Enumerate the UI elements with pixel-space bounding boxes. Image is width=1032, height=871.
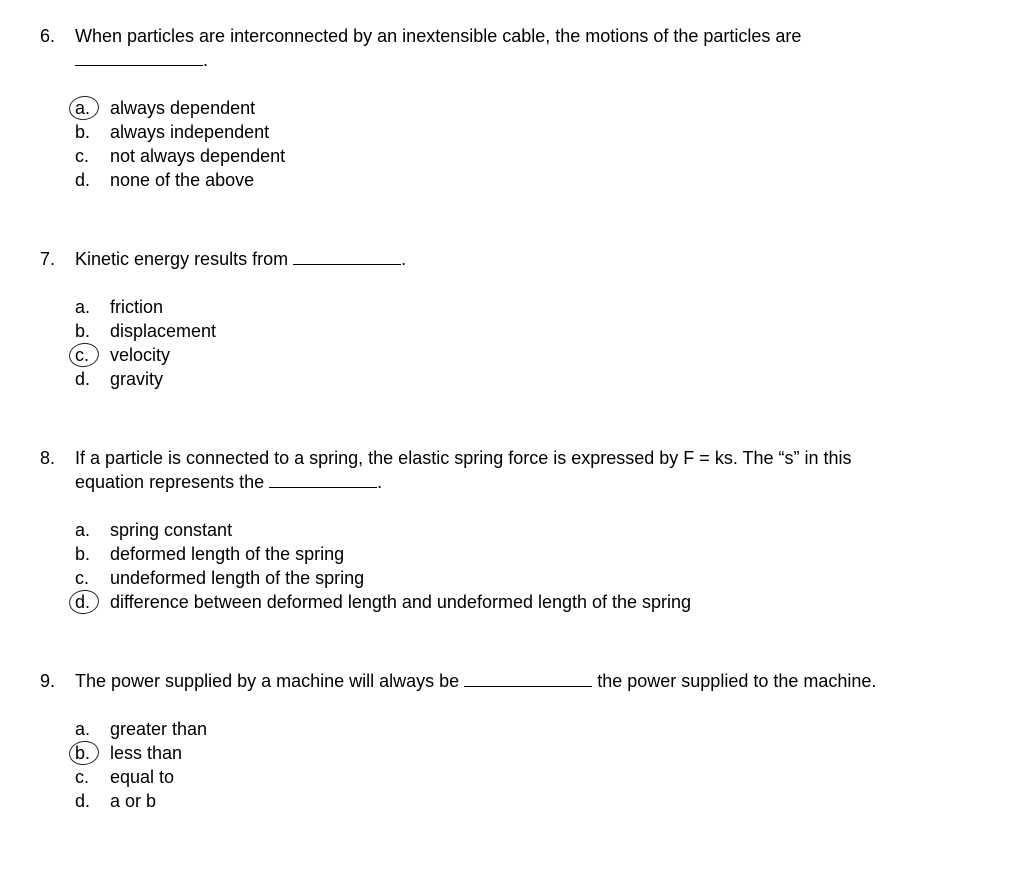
option-text: deformed length of the spring: [110, 544, 345, 564]
option-8b: [0, 542, 800, 566]
question-text-line2: .: [75, 48, 935, 72]
option-letter: c.: [75, 146, 90, 166]
option-text: friction: [110, 297, 164, 317]
option-letter: c.: [75, 767, 90, 787]
option-6d: [0, 168, 800, 192]
option-8d: [0, 590, 800, 614]
option-7b: [0, 319, 800, 343]
option-text: always dependent: [110, 98, 256, 118]
option-text: velocity: [110, 345, 171, 365]
option-9c: [0, 765, 800, 789]
question-number: 7.: [40, 249, 56, 269]
option-letter: b.: [75, 321, 91, 341]
answer-blank: [269, 471, 377, 488]
option-text: displacement: [110, 321, 217, 341]
answer-blank: [464, 670, 592, 687]
option-letter: b.: [75, 741, 101, 765]
answer-blank: [293, 248, 401, 265]
option-9d: [0, 789, 800, 813]
question-text: The power supplied by a machine will always be the power supplied to the machine.: [75, 671, 877, 691]
option-text: difference between deformed length and undeformed length of the spring: [110, 592, 692, 612]
option-7d: [0, 367, 800, 391]
option-letter: d.: [75, 369, 91, 389]
option-8a: [0, 518, 800, 542]
question-number: 6.: [40, 26, 56, 46]
option-text: equal to: [110, 767, 175, 787]
option-text: greater than: [110, 719, 208, 739]
circled-answer-mark: [67, 739, 100, 767]
option-text: less than: [110, 743, 183, 763]
option-letter: a.: [75, 297, 91, 317]
option-letter: d.: [75, 791, 91, 811]
option-text: spring constant: [110, 520, 233, 540]
question-text-line2: equation represents the .: [75, 472, 383, 492]
answer-blank: [75, 49, 203, 66]
option-text: always independent: [110, 122, 270, 142]
option-letter: c.: [75, 568, 90, 588]
question-text: If a particle is connected to a spring, the elastic spring force is expressed by F = ks. The “s” in this: [75, 448, 852, 468]
option-9a: [0, 717, 800, 741]
option-text: undeformed length of the spring: [110, 568, 365, 588]
option-letter: d.: [75, 590, 101, 614]
circled-answer-mark: [67, 341, 100, 369]
option-9b: [0, 741, 800, 765]
option-letter: c.: [75, 343, 101, 367]
option-7c: [0, 343, 800, 367]
option-7a: [0, 295, 800, 319]
circled-answer-mark: [67, 94, 100, 122]
option-letter: b.: [75, 122, 91, 142]
option-6a: [0, 96, 800, 120]
option-letter: d.: [75, 170, 91, 190]
option-6c: [0, 144, 800, 168]
option-6b: [0, 120, 800, 144]
question-text: When particles are interconnected by an inextensible cable, the motions of the particles are: [75, 26, 802, 46]
question-number: 9.: [40, 671, 56, 691]
option-letter: a.: [75, 96, 101, 120]
question-text: Kinetic energy results from .: [75, 249, 407, 269]
option-text: none of the above: [110, 170, 255, 190]
option-text: not always dependent: [110, 146, 286, 166]
option-8c: [0, 566, 800, 590]
question-number: 8.: [40, 448, 56, 468]
option-letter: a.: [75, 719, 91, 739]
option-text: a or b: [110, 791, 157, 811]
option-letter: b.: [75, 544, 91, 564]
option-text: gravity: [110, 369, 164, 389]
option-letter: a.: [75, 520, 91, 540]
circled-answer-mark: [67, 588, 100, 616]
